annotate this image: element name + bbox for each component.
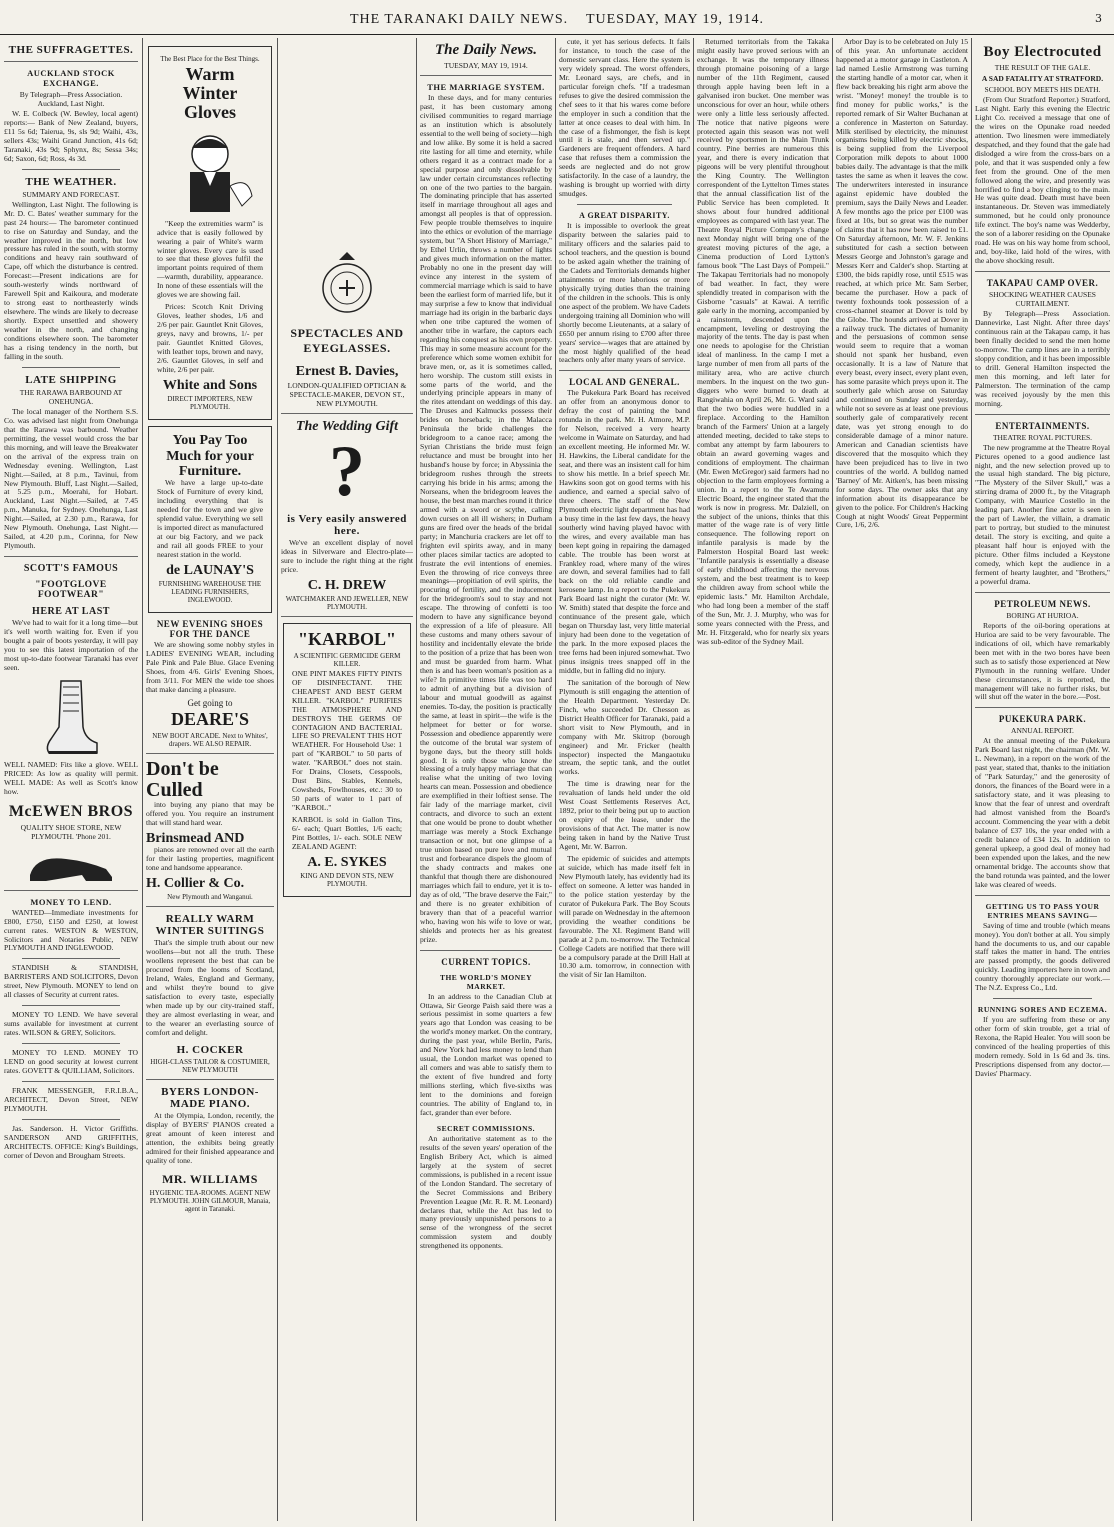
ad-karbol-sub: A SCIENTIFIC GERMICIDE GERM KILLER. <box>293 651 401 668</box>
ad-text: We've an excellent display of novel ideas in Silverware and Electro-plate—sure to include the right thing at the right price. <box>281 537 413 574</box>
ad-white-sons: White and Sons <box>162 377 258 393</box>
article-text: The Pukekura Park Board has received an offer from an anonymous donor to defray the cost of painting the band rotunda in the park. Mr. H. Atmore, M.P. for Nelson, received a very hearty welcome in Waimate on Saturday, and had an excellent meeting. He informed Mr. W. H. Hawkins, the Liberal candidate for the seat, and there was an insistent call for him to show his mettle. In a brief speech Mr. Hawkins soon got on good terms with his audience, and earned a special salvo of three cheers. The staff of the New Plymouth electric light department has had a busy time in the last few days, the heavy southerly wind having played havoc with the wires, and every available man has been kept going in repairing the damaged cable. The trouble has been worst at Frankley road, where many of the wires are down, and several families had to fall back on the old reliable candle and kerosene lamp. In a report to the Pukekura Park Board last night the curator (Mr. W. W. Smith) stated that despite the force and continuance of the present gale, which began on Thursday last, very little material injury had been done to the vegetation of the park. In the more exposed places the tree ferns had been injured somewhat. Two pinus insignis trees snapped off in the middle, but in falling did no injury. <box>559 388 690 675</box>
classified-text: Jas. Sanderson. H. Victor Griffiths. SANDERSON AND GRIFFITHS, ARCHITECTS. OFFICE: King's Buildings, corner of Devon and Brougham Streets. <box>4 1123 138 1160</box>
ad-scott-sub: "FOOTGLOVE FOOTWEAR" <box>35 580 107 601</box>
divider <box>146 1079 274 1080</box>
headline-suffragettes: THE SUFFRAGETTES. <box>8 44 134 56</box>
ad-cocker-sub: HIGH-CLASS TAILOR & COSTUMIER, NEW PLYMOUTH <box>150 1057 270 1074</box>
ad-delaunay-sub: FURNISHING WAREHOUSE THE LEADING FURNISHERS, INGLEWOOD. <box>158 580 262 605</box>
divider <box>577 204 672 205</box>
headline-shipping: LATE SHIPPING <box>25 373 117 386</box>
article-text: An authoritative statement as to the results of the seven years' operation of the English Bribery Act, which is aimed largely at the system of secret commissions, is published in a recent issue of the London Standard. The secretary of the Secret Commissions and Bribery Prevention League (Mr. R. R. M. Leonard) declares that, while the Act has led to many previously unpunished persons to a sense of the wrongness of the secret commission system and doubly strengthened its opponents. <box>420 1133 552 1251</box>
masthead <box>0 0 1114 35</box>
ad-sykes-sub: KING AND DEVON STS, NEW PLYMOUTH. <box>300 872 394 889</box>
divider <box>22 1081 120 1082</box>
headline-pukekura: PUKEKURA PARK. <box>998 714 1087 725</box>
headline-marriage: THE MARRIAGE SYSTEM. <box>427 82 545 92</box>
column-rule <box>142 38 143 1521</box>
divider <box>281 413 413 414</box>
ad-davies-sub: LONDON-QUALIFIED OPTICIAN & SPECTACLE-MAKER, DEVON ST., NEW PLYMOUTH. <box>287 381 407 409</box>
article-text: The local manager of the Northern S.S. Co. was advised last night from Onehunga that the Rarawa was barbound. Weather permitting, the vessel would cross the bar this morning, and will leave the Breakwater on the arrival of the express train on Wednesday evening. Wellington, Last Night.—Sailed, at 8 p.m., Tavinui, from New Plymouth. Bluff, Last Night.—Sailed, at 5.25 p.m., Moerahi, for Hobart. Auckland, Last Night.—Sailed, at 7.45 p.m., Manuka, for Sydney. Onehunga, Last Night.—Sailed, at 2.30 p.m., Rarawa, for New Plymouth. Onehunga, Last Night.—Sailed, at 4.20 p.m., Corinna, for New Plymouth. <box>4 406 138 551</box>
ad-sores-title: RUNNING SORES AND ECZEMA. <box>977 1005 1108 1015</box>
ad-mcewen: McEWEN BROS <box>8 802 134 820</box>
ad-text: We are showing some nobby styles in LADIES' EVENING WEAR, including Pale Pink and Pale Blue. Glace Evening Shoes, from 4/6. Girls' Evening Shoes, from 3/11. For MEN the wide toe shoes that make dancing a pleasure. <box>146 640 274 695</box>
ad-deare-sub: NEW BOOT ARCADE. Next to Whites', drapers. WE ALSO REPAIR. <box>152 731 268 748</box>
divider <box>146 753 274 754</box>
column-rule <box>971 38 972 1521</box>
divider <box>22 169 120 170</box>
divider <box>146 906 274 907</box>
ad-davies: Ernest B. Davies, <box>295 364 399 379</box>
headline-current-topics: CURRENT TOPICS. <box>441 956 531 967</box>
headline-takapau: TAKAPAU CAMP OVER. <box>986 278 1099 289</box>
man-with-gloves-illustration <box>160 126 260 216</box>
divider <box>975 592 1110 593</box>
article-text: W. E. Colbeck (W. Bewley, local agent) reports:— Bank of New Zealand, buyers, £11 5s 6d; Taierua, 9s, sls 9d; Waihi, 43s, sellers 43s; Waihi Grand Junction, 41s 6d; Taranaki, 43s 9d; Sphynx, 8s; Sessa 34s; 6d; Saxon, 6d; Ross, 4s 3d. <box>4 109 138 163</box>
article-text: Returned territorials from the Takaka might easily have proved serious with an exchange. It was the temporary illness through ptomaine poisoning of a large number of the 11th Regiment, caused through apple having been left in a galvanised iron bucket. One member was unconscious for over an hour, while others were only a little less seriously affected. The notice that native pigeons were protected again this season was not well received by sportsmen in the Main Trunk country. Pine berries are numerous this year, and there is every indication that pigeons will be very plentiful throughout the King Country. The Wellington correspondent of the Lyttelton Times states that the annual classification list of the Public Service has been completed. It shows about four hundred additional employees as compared with last year. The Theatre Royal Picture Company's change next Monday night will bring one of the greatest moving pictures of the age, a Cinema production of Lord Lytton's famous book "The Last Days of Pompeii." The Takapau Territorials had no monopoly of bad weather. In fact, they were splendidly treated in comparison with the Gisborne "casuals" at Kawai. A terrific gale early in the morning, accompanied by a rainstorm, descended upon the encampment, leveling or destroying the majority of the tents. The day is past when one needs to apologise for the Christian ideal of manliness. In the camp I met a large number of men from all parts of the military area, who are active church members. In the inquest on the two gun-diggers who were burned to death at Rangiwahia on April 26, Mr. G. Ward said that the two bodies were huddled in a fireplace. According to the Hamilton branch of the Farmers' Union at a largely attended meeting, decided to take steps to combat any attempt by farm labourers to obtain an award governing wages and conditions of employment. The chairman (Mr. Ewen McGregor) said farmers had no objection to the farm employees forming a union. In a report to the Te Awamutu Electric Board, the engineer stated that the work is now in progress. Mr. Dalziell, on the subject of the unions, thinks that this matter of the wage rate is of very little consequence. The following report on infantile paralysis is made by the Palmerston Hospital Board last week: "Infantile paralysis is essentially a disease of early childhood affecting the nervous system, and the best treatment is to keep the children away from school while the epidemic lasts." Mr. Hamilton Archdale, who had long been a member of the staff of the Sun, Mr. J. J. Murphy, who was for some years connected with the Press, and Mr. H. Fitzgerald, who for nearly six years was sub-editor of the Sydney Mail. <box>697 38 829 646</box>
subheadline: SCHOOL BOY MEETS HIS DEATH. <box>984 85 1101 94</box>
divider <box>420 75 552 76</box>
ad-entries-title: GETTING US TO PASS YOUR ENTRIES MEANS SAVING— <box>985 901 1100 920</box>
classified-text: MONEY TO LEND. MONEY TO LEND on good security at lowest current rates. GOVETT & QUILLIAM, Solicitors. <box>4 1048 138 1075</box>
page-number: 3 <box>1095 12 1102 25</box>
subheadline: A SAD FATALITY AT STRATFORD. <box>981 74 1104 83</box>
column-rule <box>832 38 833 1521</box>
ad-text: If you are suffering from these or any other form of skin trouble, get a trial of Rexona, the Rapid Healer. You will soon be convinced of the healing properties of this modern remedy. Sold in 1s 6d and 3s. tins. Prescriptions dispensed from any doctor.—Davies' Pharmacy. <box>975 1015 1110 1078</box>
ad-wedding: The Wedding Gift <box>295 419 399 435</box>
headline-stock-exchange: AUCKLAND STOCK EXCHANGE. <box>27 68 115 88</box>
column-7 <box>836 38 968 1521</box>
divider <box>975 895 1110 896</box>
issue-date: TUESDAY, MAY 19, 1914. <box>585 12 765 27</box>
newspaper-title: THE TARANAKI DAILY NEWS. <box>349 12 569 27</box>
ad-drew: C. H. DREW <box>307 577 387 593</box>
subheadline: THE RESULT OF THE GALE. <box>994 63 1091 72</box>
boot-illustration <box>41 677 101 757</box>
article-text: Arbor Day is to be celebrated on July 15 of this year. An unfortunate accident happened at a motor garage in Castleton. A lad named Leslie Armstrong was turning the starting handle of a motor car, when it flew back breaking his right arm above the wrist. "Money! money! the trouble is to find money for public works," is the reported remark of Sir Walter Buchanan at a conference in Masterton on Saturday. Milk sterilised by electricity, the minutest organisms being killed by electric shocks, is being supplied from the Liverpool Corporation milk depots to about 1000 babies daily. The advantage is that the milk tastes the same as when it leaves the cow. The underwriters interested in insurance against epidemic have doubled the premium, says the Daily News and Leader. A few months ago the price per £100 was fixed at 10s, but so great was the number of claims that it has now been raised to £1. On Saturday afternoon, Mr. W. F. Jenkins substituted for cash a section between Messrs George and Johnston's garage and Messrs Kerr and Calder's shop. Starting at £300, the bids rapidly rose, until £515 was reached, at which price Mr. Sam Serber, became the purchaser. How a pack of twenty foxhounds took possession of a cross-channel steamer at Dover is told by the Globe. The hounds arrived at Dover in a railway truck. The dictates of humanity and the persuasions of common sense would seem to require that a woman should not spank her husband, even occasionally. It is a law of Nature that every beast, every insect, every plant even, has some parasite which preys upon it. The southerly gale which arose on Saturday and continued on Sunday and yesterday, while not so severe as at least one previous southerly gale of comparatively recent date, was yet strong enough to do considerable damage of a minor nature. American and Canadian scientists have discovered that the mosquito which they have been prejudiced has to live in two countries of the world. A bulldog named 'Barney' of Mr. Aitken's, has been missing for some days. The owner asks that any information about its disappearance be given to the police. For Children's Hacking Cough at night Woods' Great Peppermint Cure, 1/6, 2/6. <box>836 38 968 530</box>
headline-petroleum: PETROLEUM NEWS. <box>994 598 1091 609</box>
article-text: Reports of the oil-boring operations at Hurioa are said to be very favourable. The indications of oil, which have remarkably been met with in the two bores have been such as to satisfy those experienced at New Plymouth in the running welfare. Under these circumstances, it is reported, the management will take no further risks, but will shut off the water in the bore.—Post. <box>975 620 1110 702</box>
ad-shoes-title: NEW EVENING SHOES FOR THE DANCE <box>156 619 264 640</box>
headline-weather: THE WEATHER. <box>25 175 117 188</box>
article-text: The sanitation of the borough of New Plymouth is still engaging the attention of the Health Department. Yesterday Dr. Finch, who succeeded Dr. Chesson as District Health Officer for Taranaki, paid a short visit to New Plymouth, and in company with Mr. Skitrop (borough engineer) and Mr. Fricker (health inspector) inspected the Mangaotuku stream, the septic tank, and the outlet works. <box>559 677 690 777</box>
ad-culled-title: Don't be Culled <box>146 757 219 801</box>
ad-text: into buying any piano that may be offered you. You require an instrument that will stand hard wear. <box>146 799 274 827</box>
classified-text: STANDISH & STANDISH, BARRISTERS AND SOLICITORS, Devon street, New Plymouth. MONEY to lend on all classes of Security at current rates. <box>4 963 138 1000</box>
divider <box>993 998 1092 999</box>
headline-boy-electrocuted: Boy Electrocuted <box>983 44 1102 60</box>
ad-byers: BYERS LONDON-MADE PIANO. <box>161 1085 259 1110</box>
divider <box>559 370 690 371</box>
headline-entertainments: ENTERTAINMENTS. <box>995 420 1090 431</box>
ad-williams: MR. WILLIAMS <box>162 1171 258 1186</box>
ad-deare: DEARE'S <box>170 709 250 730</box>
article-text: The epidemic of suicides and attempts at suicide, which has made itself felt in New Plymouth lately, has evidently had its effect on someone. A letter was handed in to the police station yesterday by the curator of Pukekura Park. The Boy Scouts will parade on Wednesday in the afternoon providing the weather conditions be favourable. The XI. Regiment Band will parade at 2 p.m. to-morrow. The Technical College Cadets are notified that there will be a compulsory parade at the Drill Hall at 10.30 a.m. tomorrow, in connection with the visit of Sir Ian Hamilton. <box>559 854 690 980</box>
column-4 <box>420 38 552 1521</box>
column-rule <box>277 38 278 1521</box>
column-rule <box>555 38 556 1521</box>
ad-white-sub: DIRECT IMPORTERS, NEW PLYMOUTH. <box>167 395 253 412</box>
divider <box>22 367 120 368</box>
ad-deare-go: Get going to <box>187 698 233 709</box>
masthead-title-line <box>0 12 1114 28</box>
article-text: At the annual meeting of the Pukekura Park Board last night, the chairman (Mr. W. L. Newman), in a report on the work of the past year, stated that, thanks to the initiation of "Park Saturday," and the generosity of donors, the finances of the Board were in a satisfactory state, and it was pleasing to know that the fear of unrest and overdraft had almost vanished from the Board's account. Commencing the year with a debit balance of £37 10s, the year ended with a credit balance of £34 12s. In addition to general upkeep, a good deal of money had been expended upon the lakes, and the new ornamental bridge. The accounts show that the band rotunda was painted, and the lower lake was cleared of weeds. <box>975 736 1110 889</box>
ad-collier-sub: New Plymouth and Wanganui. <box>167 893 253 902</box>
paper-name: The Daily News. <box>434 42 538 58</box>
article-text: The time is drawing near for the revaluation of lands held under the old West Coast Settlements Reserves Act, 1892, prior to their being put up to auction on expiry of the lease, under the provisions of that Act. The matter is now being taken in hand by the Native Trust Agent, Mr. W. Barron. <box>559 779 690 852</box>
ad-delaunay: de LAUNAY'S <box>166 563 254 579</box>
ad-collier: H. Collier & Co. <box>146 876 245 892</box>
column-rule <box>693 38 694 1521</box>
ad-cocker: H. COCKER <box>176 1043 244 1056</box>
article-text: In an address to the Canadian Club at Ottawa, Sir George Paish said there was a serious pessimist in some quarters a few years ago that London was ceasing to be the world's money market. On the contrary, during the past year, while Berlin, Paris, and New York had less money to lend than usual, the London market was opened to all comers and was able to satisfy them to the extent of five hundred and forty millions sterling, which five-sixths was lent to the dominions and foreign countries. The ability of England to, in fact, grander than ever before. <box>420 991 552 1117</box>
column-1 <box>4 38 138 1521</box>
ad-scott-here: HERE AT LAST <box>32 606 110 618</box>
ad-scott-title: SCOTT'S FAMOUS <box>23 563 119 575</box>
divider <box>975 707 1110 708</box>
ad-williams-sub: HYGIENIC TEA-ROOMS. AGENT NEW PLYMOUTH. JOHN GILMOUR, Manaia, agent in Taranaki. <box>149 1188 271 1213</box>
column-8 <box>975 38 1110 1521</box>
subheadline: SUMMARY AND FORECAST. <box>22 189 120 199</box>
ad-text: Saving of time and trouble (which means money). You don't bother at all. You simply hand the documents to us, and our capable staff takes the matter in hand. The entries are passed promptly, the goods delivered quickly. Leading importers here in town and country thoroughly appreciate our work.—The N.Z. Express Co., Ltd. <box>975 920 1110 993</box>
divider <box>975 414 1110 415</box>
divider <box>281 616 413 617</box>
ad-text: pianos are renowned over all the earth for their lasting properties, magnificent tone and handsome appearance. <box>146 845 274 873</box>
column-2 <box>146 38 274 1521</box>
classified-text: MONEY TO LEND. We have several sums available for investment at current rates. WILSON & GREY, Solicitors. <box>4 1010 138 1038</box>
shoe-illustration <box>26 845 116 885</box>
headline-local-general: LOCAL AND GENERAL. <box>569 377 680 388</box>
headline-secret-commissions: SECRET COMMISSIONS. <box>436 1123 536 1133</box>
headline-money-market: THE WORLD'S MONEY MARKET. <box>439 972 533 991</box>
divider <box>22 1119 120 1120</box>
subheadline: ANNUAL REPORT. <box>1011 726 1074 736</box>
ad-gloves-top: The Best Place for the Best Things. <box>160 55 260 63</box>
ad-text: We have a large up-to-date Stock of Furniture of every kind, including everything that is needed for the town and we give splendid value. Everything we sell is imported direct as manufactured at our big Factory, and we pack and rail all goods FREE to your nearest station in the world. <box>157 478 263 560</box>
subheadline: BORING AT HURIOA. <box>1006 610 1079 620</box>
ad-wedding-question: ? <box>329 430 365 511</box>
ad-mcewen-sub: QUALITY SHOE STORE, NEW PLYMOUTH. 'Phone 201. <box>20 822 122 841</box>
ad-wedding-easy: is Very easily answered here. <box>287 512 407 537</box>
ad-text: KARBOL is sold in Gallon Tins, 6/- each; Quart Bottles, 1/6 each; Pint Bottles, 1/- each. SOLE NEW ZEALAND AGENT: <box>292 815 402 851</box>
article-text: cute, it yet has serious defects. It fails for instance, to touch the case of the domestic servant class. Here the system is very widely spread. The worst offenders, Mr. Leonard says, are chefs, and in particular foreign chefs. "If a tradesman refuses to give the desired commission the chef sees to it that his wares come before the employer in such a condition that the latter at once ceases to deal with him. In the case of a fishmonger, the fish is kept until it is stale, and then served up." Gardeners are frequent offenders. A hard case that refuses them a commission the seeds are neglected and do not grow satisfactorily. In the case of a laundry, the washing is brought up worried with dirty smudges. <box>559 38 690 199</box>
divider <box>4 556 138 557</box>
ad-prices: Prices: Scotch Knit Driving Gloves, leather shodes, 1/6 and 2/6 per pair. Gauntlet Knit Gloves, greys, navy and browns, 1/- per pair. Gauntlet Knitted Gloves, with leather tops, brown and navy, 2/6. Gauntlet Gloves, in self and white, 2/6 per pair. <box>157 302 263 374</box>
ad-text: ONE PINT MAKES FIFTY PINTS OF DISINFECTANT. THE CHEAPEST AND BEST GERM KILLER. "KARBOL" PURIFIES THE ATMOSPHERE AND DESTROYS THE GERMS OF CONTAGION AND BACTERIAL LIFE SO PREVALENT THIS HOT WEATHER. For Household Use: 1 part of "KARBOL" to 50 parts of water. "KARBOL" does not stain. For Drains, Closets, Cesspools, Dust Bins, Stables, Kennels, Cowsheds, Fowlhouses, etc.: 30 to 50 parts of water to 1 part of "KARBOL." <box>292 668 402 813</box>
ad-drew-sub: WATCHMAKER AND JEWELLER, NEW PLYMOUTH. <box>285 594 409 611</box>
divider <box>4 61 138 62</box>
ad-suitings-title: REALLY WARM WINTER SUITINGS <box>155 913 265 938</box>
ad-text: We've had to wait for it a long time—but it's well worth waiting for. Even if you bought a pair of boots yesterday, it will pay you to see this latest importation of the most up-to-date footwear Taranaki has ever seen. <box>4 618 138 672</box>
paper-date: TUESDAY, MAY 19, 1914. <box>444 61 528 70</box>
column-6 <box>697 38 829 1521</box>
ad-brinsmead: Brinsmead AND <box>146 830 245 846</box>
ad-text: That's the simple truth about our new woollens—but not all the truth. These woollens represent the best that can be procured from the looms of Scotland, Ireland, Wales, England and Germany, and whilst they're bound to give satisfaction to every taste, especially when made up by our city-trained staff, they are almost everlasting in wear, and to the wearer an everlasting source of comfort and delight. <box>146 938 274 1037</box>
divider <box>975 271 1110 272</box>
ad-text: At the Olympia, London, recently, the display of BYERS' PIANOS created a great amount of keen interest and attention, the exhibits being greatly admired for their finished appearance and quality of tone. <box>146 1110 274 1165</box>
ad-gloves-title: Warm Winter Gloves <box>182 64 238 122</box>
subheadline: THEATRE ROYAL PICTURES. <box>992 432 1093 442</box>
article-text: In these days, and for many centuries past, it has been customary among civilised communities to regard marriage as an institution which is absolutely essential to the well being of society—high and low alike. By some it is held a sacred rite lasting for all time and eternity, while others regard it as a contract made for a special purpose and only dissolvable by law under certain circumstances reflecting on one of the two parties to the bargain. The dominating principle that has asserted itself in marriage throughout all ages and amongst all peoples is that of oppression. Few people trouble themselves to inquire into the ethics or evolution of the marriage system, but "A Short History of Marriage," by Ethel Urlin, throws a number of lights and gives much information on the matter. Probably no one in the present day will evince any interest in the system of commercial marriage which is said to have been the earliest form of married life, but it may surprise a few to know that individual marriage had its origin in the barbaric days when one tribe captured the women of another tribe in warfare, the captors each regarding his conquest as his own property. This may in some measure account for the preference which some women exhibit for brave men, or, as it is sometimes called, hero worship. The custom still exists in some parts of the world, and the underlying principle appears in many of the rites attendant on weddings of this day. The Druses and Kalmucks possess their brides on horseback; in the Malacca Peninsula the bride challenges the bridegroom to a canoe race; among the Syrian Christians the bride must feign reluctance and must be brought into her husband's house by force; in Abyssinia the bridegroom rushes through the streets carrying his bride in his arms; among the Norseans, when the bridegroom leaves the house, the best man marches round it thrice armed with a sword or scythe, calling down curses on all ill wishers; in Durham guns are fired over the heads of the bridal party; in Manchuria crackers are let off to frighten evil spirits away, and in many other places similar tactics are adopted to frustrate the evil intentions of enemies. Even the throwing of rice conveys three meanings—propitiation of evil spirits, the procuring of fertility, and the inducement for the bridegroom's soul to stay and not escape. The throwing of confetti is too modern to have any significance beyond the expression of a life of pleasure. All these customs and many others savour of hostility and incidentally elevate the bride to the position of a prize that has been won and must be guarded from harm. What then is and has been woman's position as a wife? In primitive times life was too hard to admit of anything but a division of labour and mutual goodwill as against enemies. To-day, the position is practically the same, at least in spirit—the wife is the helpmeet for better or for worse. Possession and obedience apparently were the outcome of the brutal war system of bygone days, but the theory still holds good. It is only those who know the blessing of a truly happy marriage that can realise what the uniting of two loving hearts can mean. Possession and obedience are exemplified in their loftiest sense. The fair lady of the marriage market, civil contracts, and divorce to such an extent that one would be prone to doubt whether marriage was merely a Stock Exchange transaction or not, but one glimpse of a true union based on pure love and mutual trust and forbearance dispels the gloom of the shady contracts and makes one thankful that though there are dishonoured marriages which fail to endure, yet it is to-day as of old, "The brave deserve the Fair," and there is no greater exhibition of bravery than that of a peaceful warrior who, having won his wife to love or war, shields and protects her as his greatest prize. <box>420 93 552 944</box>
headline-disparity: A GREAT DISPARITY. <box>579 211 670 221</box>
dateline: By Telegraph—Press Association. Auckland, Last Night. <box>19 90 123 108</box>
column-rule <box>416 38 417 1521</box>
divider <box>420 950 552 951</box>
ad-furniture-title: You Pay Too Much for your Furniture. <box>166 433 254 480</box>
subheadline: SHOCKING WEATHER CAUSES CURTAILMENT. <box>989 290 1096 309</box>
divider <box>22 958 120 959</box>
article-text: The new programme at the Theatre Royal Pictures opened to a good audience last night, and the new selection proved up to the usual high standard. The big picture, "The Mystery of the Silver Skull," was a stirring drama of 2000 ft., by the Vitagraph Company, with Maurice Costello in the leading part. Another fine actor is seen in the part of Lawler, the villain, a dramatic part to portray, but studied to the minutest detail. The story is exciting, and quite a pleasant half hour is enjoyed with the picture. Other films included a Keystone comedy, which kept the audience in a ferment of hearty laughter, and "Brothers," a powerful drama. <box>975 442 1110 586</box>
royal-crest-emblem <box>317 248 377 320</box>
subheadline: THE RARAWA BARBOUND AT ONEHUNGA. <box>19 387 123 406</box>
classified-text: FRANK MESSENGER, F.R.I.B.A., ARCHITECT, Devon Street, NEW PLYMOUTH. <box>4 1085 138 1113</box>
ad-text: "Keep the extremities warm" is advice that is easily followed by wearing a pair of White's warm winter gloves. Every care is used to see that these gloves fulfil the important points required of them—warmth, durability, appearance. In none of these essentials will the gloves we are showing fail. <box>157 218 263 300</box>
divider <box>22 1043 120 1044</box>
divider <box>22 1005 120 1006</box>
article-text: Wellington, Last Night. The following is Mr. D. C. Bates' weather summary for the past 24 hours:— The barometer continued to rise on Saturday and Sunday, and the weather improved in the north, but low pressure has ruled in the south, with stormy conditions and heavy rain southward of Cape, off which the disturbance is centred. Forecast:—Present indications are for south-westerly winds northward of Farewell Spit and Kaikoura, and moderate to strong east to northeasterly winds elsewhere. The winds are likely to decrease shortly. Expect unsettled and showery weather in the north, and changing conditions elsewhere soon. The barometer has a rising tendency in the north, but falling in the south. <box>4 199 138 361</box>
article-text: (From Our Stratford Reporter.) Stratford, Last Night. Early this evening the Electric Light Co. received a message that one of the wires on the Opunake road needed attention. Two linesmen were immediately despatched, and they found that the gale had dislodged a wire from the cross-bars on a pole, and that it was suspended only a few feet from the ground. One of the men followed along the wire, and presently was horrified to find a boy clinging to the main. He was quite dead. Death must have been instantaneous. Dr. Steven was immediately summoned, but he could only pronounce life extinct. The boy's name was Wedderby, the son of a laborer residing on the Opunake road. He was on his way home from school, and, boy-like, laid hold of the wires, with the above shocking result. <box>975 95 1110 266</box>
column-3 <box>281 38 413 1521</box>
divider <box>4 890 138 891</box>
column-5 <box>559 38 690 1521</box>
money-to-lend: MONEY TO LEND. <box>30 896 112 907</box>
article-text: It is impossible to overlook the great disparity between the salaries paid to military officers and the salaries paid to school teachers, and the question is bound to be asked again whether the training of the Cadets and Territorials demands higher attainments or more laborious or more physically trying duties than the training of the children in the schools. This is only one aspect of the problem. We have Cadets undergoing training all Dominion who will shortly become Lieutenants, at a salary of £650 per annum rising to £700 after three years' service—wages that are attained by the most highly qualified of the head teachers only after many years of service. <box>559 221 690 365</box>
ad-sykes: A. E. SYKES <box>307 854 387 870</box>
ad-text: WELL NAMED: Fits like a glove. WELL PRICED: As low as quality will permit. WELL MADE: As well as Scott's know how. <box>4 759 138 796</box>
classified-text: WANTED—Immediate investments for £800, £750, £150 and £250, at lowest current rates. WESTON & WESTON, Solicitors and Notaries Public, NEW PLYMOUTH AND INGLEWOOD. <box>4 907 138 953</box>
ad-karbol: "KARBOL" <box>298 628 396 649</box>
article-text: By Telegraph—Press Association. Dannevirke, Last Night. After three days' continuous rain at the Takapau camp, it has been finally decided to send the men home to-morrow. The camp lines are in a terribly sloppy condition, and it has been impossible to drill. General Hamilton inspected the men this morning, and left later for Palmerston. The termination of the camp was received joyously by the men this morning. <box>975 309 1110 408</box>
ad-spectacles: SPECTACLES AND EYEGLASSES. <box>290 326 404 355</box>
